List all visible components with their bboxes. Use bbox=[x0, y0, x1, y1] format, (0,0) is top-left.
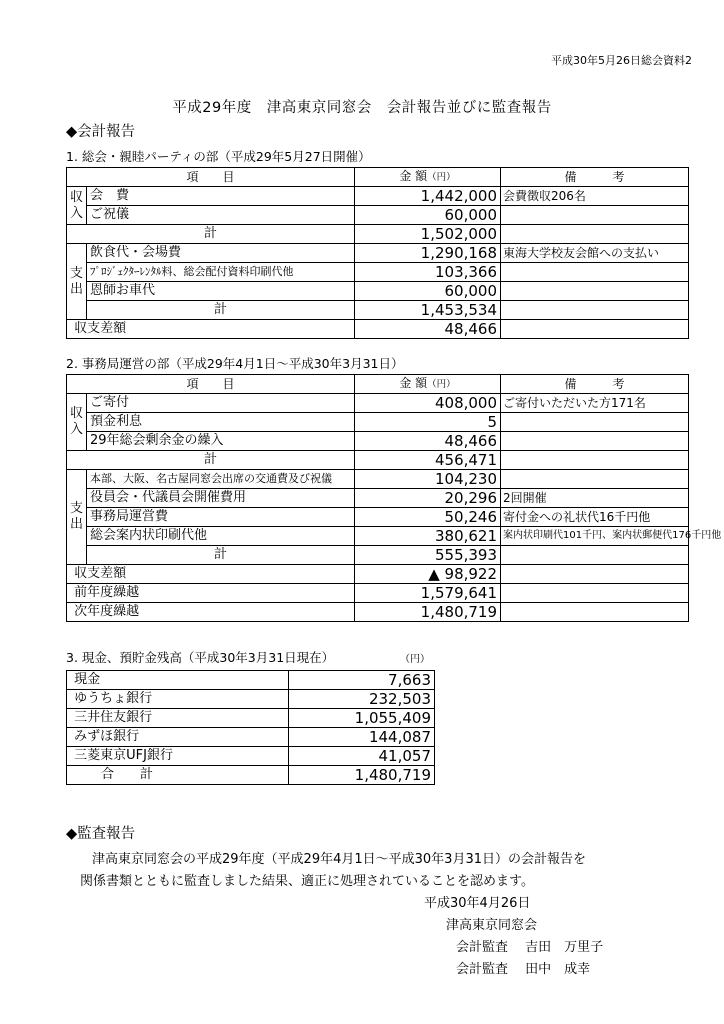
balance-label: 収支差額 bbox=[67, 565, 355, 584]
expense-total-label: 計 bbox=[87, 301, 355, 320]
balance-row bbox=[67, 565, 689, 584]
row-amount: 5 bbox=[355, 413, 501, 432]
row-note bbox=[501, 206, 689, 225]
row-item: 本部、大阪、名古屋同窓会出席の交通費及び祝儀 bbox=[87, 470, 355, 489]
next-carryover-amount: 1,480,719 bbox=[355, 603, 501, 622]
note-column-header: 備 考 bbox=[501, 375, 689, 394]
row-amount: 48,466 bbox=[355, 432, 501, 451]
table-row bbox=[67, 489, 689, 508]
next-carryover-label: 次年度繰越 bbox=[67, 603, 355, 622]
row-note bbox=[501, 584, 689, 603]
table-row bbox=[67, 282, 689, 301]
row-note: 案内状印刷代101千円、案内状郵便代176千円他 bbox=[501, 527, 689, 546]
row-item: 役員会・代議員会開催費用 bbox=[87, 489, 355, 508]
audit-statement-line1: 津高東京同窓会の平成29年度（平成29年4月1日～平成30年3月31日）の会計報告を bbox=[92, 852, 586, 867]
row-note: 会費徴収206名 bbox=[501, 187, 689, 206]
row-note: 寄付金への礼状代16千円他 bbox=[501, 508, 689, 527]
row-item: 現金 bbox=[67, 671, 289, 690]
part1-table bbox=[66, 167, 689, 339]
row-note: ご寄付いただいた方171名 bbox=[501, 394, 689, 413]
balance-row bbox=[67, 320, 689, 339]
row-note bbox=[501, 565, 689, 584]
row-item: 会 費 bbox=[87, 187, 355, 206]
row-note: 2回開催 bbox=[501, 489, 689, 508]
row-item: 29年総会剰余金の繰入 bbox=[87, 432, 355, 451]
table-row bbox=[67, 747, 435, 766]
table-row bbox=[67, 263, 689, 282]
part3-unit: （円） bbox=[400, 654, 430, 665]
subtotal-row bbox=[67, 546, 689, 565]
income-total: 456,471 bbox=[355, 451, 501, 470]
row-amount: 7,663 bbox=[289, 671, 435, 690]
audit-section-heading: ◆監査報告 bbox=[66, 826, 136, 842]
table-row bbox=[67, 527, 689, 546]
income-total-label: 計 bbox=[67, 225, 355, 244]
row-amount: 103,366 bbox=[355, 263, 501, 282]
row-note bbox=[501, 603, 689, 622]
amount-column-header: 金 額（円） bbox=[355, 375, 501, 394]
table-header-row bbox=[67, 375, 689, 394]
row-note bbox=[501, 451, 689, 470]
page-title: 平成29年度 津高東京同窓会 会計報告並びに監査報告 bbox=[172, 100, 552, 116]
total-row bbox=[67, 766, 435, 785]
row-item: ご祝儀 bbox=[87, 206, 355, 225]
row-item: ゆうちょ銀行 bbox=[67, 690, 289, 709]
row-amount: 1,290,168 bbox=[355, 244, 501, 263]
table-row bbox=[67, 187, 689, 206]
table-row bbox=[67, 394, 689, 413]
row-item: 総会案内状印刷代他 bbox=[87, 527, 355, 546]
part2-heading: 2. 事務局運営の部（平成29年4月1日～平成30年3月31日） bbox=[66, 356, 404, 371]
row-amount: 20,296 bbox=[355, 489, 501, 508]
row-amount: 232,503 bbox=[289, 690, 435, 709]
row-item: 三菱東京UFJ銀行 bbox=[67, 747, 289, 766]
row-amount: 1,055,409 bbox=[289, 709, 435, 728]
previous-carryover-label: 前年度繰越 bbox=[67, 584, 355, 603]
table-row bbox=[67, 508, 689, 527]
row-item: ご寄付 bbox=[87, 394, 355, 413]
row-note bbox=[501, 320, 689, 339]
subtotal-row bbox=[67, 225, 689, 244]
income-total-label: 計 bbox=[67, 451, 355, 470]
accounting-section-heading: ◆会計報告 bbox=[66, 124, 136, 140]
table-row bbox=[67, 244, 689, 263]
table-row bbox=[67, 470, 689, 489]
expense-side-label: 支出 bbox=[67, 470, 87, 565]
row-note bbox=[501, 470, 689, 489]
document-reference: 平成30年5月26日総会資料2 bbox=[551, 54, 692, 67]
table-row bbox=[67, 728, 435, 747]
row-amount: 380,621 bbox=[355, 527, 501, 546]
balance-amount: 48,466 bbox=[355, 320, 501, 339]
row-note bbox=[501, 432, 689, 451]
expense-total: 555,393 bbox=[355, 546, 501, 565]
balance-total-label: 合 計 bbox=[67, 766, 289, 785]
income-side-label: 収入 bbox=[67, 394, 87, 451]
carryover-row bbox=[67, 584, 689, 603]
amount-column-header: 金 額（円） bbox=[355, 168, 501, 187]
income-side-label: 収入 bbox=[67, 187, 87, 225]
audit-organization: 津高東京同窓会 bbox=[446, 918, 538, 933]
table-row bbox=[67, 709, 435, 728]
table-header-row bbox=[67, 168, 689, 187]
row-amount: 104,230 bbox=[355, 470, 501, 489]
balance-label: 収支差額 bbox=[67, 320, 355, 339]
row-item: 事務局運営費 bbox=[87, 508, 355, 527]
row-item: 預金利息 bbox=[87, 413, 355, 432]
carryover-row bbox=[67, 603, 689, 622]
expense-total: 1,453,534 bbox=[355, 301, 501, 320]
balance-amount: ▲ 98,922 bbox=[355, 565, 501, 584]
part2-table bbox=[66, 374, 722, 622]
subtotal-row bbox=[67, 301, 689, 320]
table-row bbox=[67, 413, 689, 432]
row-amount: 50,246 bbox=[355, 508, 501, 527]
table-row bbox=[67, 432, 689, 451]
row-note bbox=[501, 413, 689, 432]
auditor-1: 会計監査 吉田 万里子 bbox=[456, 940, 604, 955]
row-note: 東海大学校友会館への支払い bbox=[501, 244, 689, 263]
row-note bbox=[501, 225, 689, 244]
item-column-header: 項 目 bbox=[67, 168, 355, 187]
table-row bbox=[67, 671, 435, 690]
row-item: 三井住友銀行 bbox=[67, 709, 289, 728]
row-item: 飲食代・会場費 bbox=[87, 244, 355, 263]
subtotal-row bbox=[67, 451, 689, 470]
expense-total-label: 計 bbox=[87, 546, 355, 565]
row-amount: 408,000 bbox=[355, 394, 501, 413]
previous-carryover-amount: 1,579,641 bbox=[355, 584, 501, 603]
part3-heading: 3. 現金、預貯金残高（平成30年3月31日現在） bbox=[66, 650, 335, 665]
row-item: ﾌﾟﾛｼﾞｪｸﾀｰﾚﾝﾀﾙ料、総会配付資料印刷代他 bbox=[87, 263, 355, 282]
row-note bbox=[501, 263, 689, 282]
table-row bbox=[67, 690, 435, 709]
row-note bbox=[501, 282, 689, 301]
row-amount: 144,087 bbox=[289, 728, 435, 747]
row-note bbox=[501, 301, 689, 320]
auditor-2: 会計監査 田中 成幸 bbox=[456, 962, 591, 977]
audit-statement-line2: 関係書類とともに監査しました結果、適正に処理されていることを認めます。 bbox=[80, 874, 534, 889]
row-amount: 41,057 bbox=[289, 747, 435, 766]
part3-table bbox=[66, 670, 435, 785]
part1-heading: 1. 総会・親睦パーティの部（平成29年5月27日開催） bbox=[66, 149, 371, 164]
expense-side-label: 支出 bbox=[67, 244, 87, 320]
item-column-header: 項 目 bbox=[67, 375, 355, 394]
row-item: みずほ銀行 bbox=[67, 728, 289, 747]
balance-total: 1,480,719 bbox=[289, 766, 435, 785]
row-item: 恩師お車代 bbox=[87, 282, 355, 301]
row-note bbox=[501, 546, 689, 565]
row-amount: 60,000 bbox=[355, 282, 501, 301]
row-amount: 1,442,000 bbox=[355, 187, 501, 206]
row-amount: 60,000 bbox=[355, 206, 501, 225]
table-row bbox=[67, 206, 689, 225]
note-column-header: 備 考 bbox=[501, 168, 689, 187]
audit-date: 平成30年4月26日 bbox=[424, 896, 531, 911]
income-total: 1,502,000 bbox=[355, 225, 501, 244]
